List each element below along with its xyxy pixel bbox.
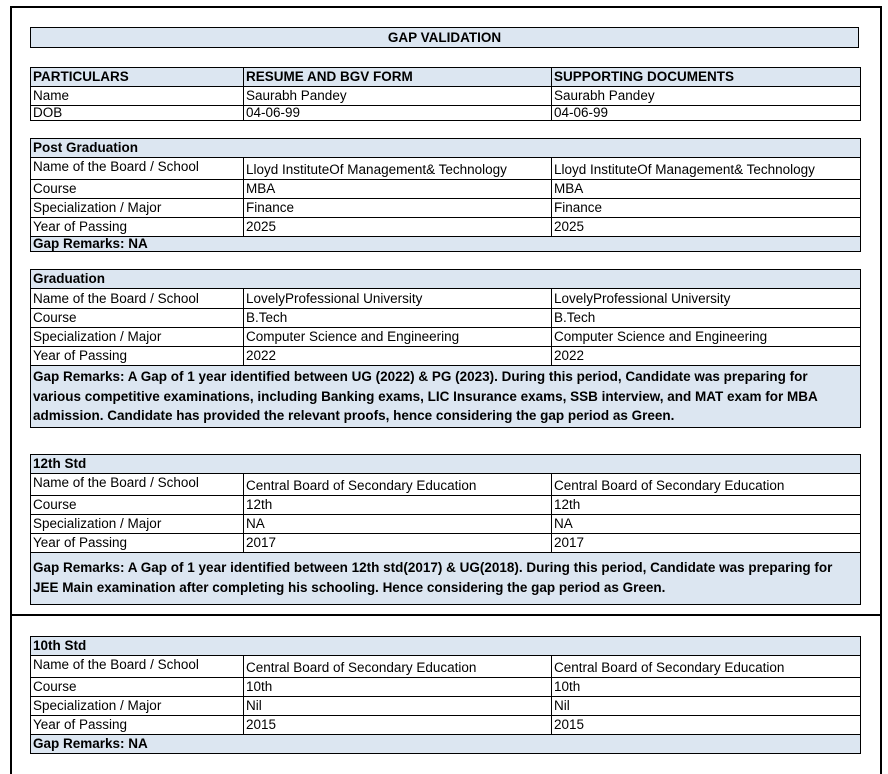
gap-remarks: Gap Remarks: A Gap of 1 year identified between 12th std(2017) & UG(2018). During this period, Candidate was preparing for JEE Main examination after completing his schooling. Hence considering the gap period as Green. [31, 553, 861, 605]
row-label: Specialization / Major [31, 515, 244, 534]
row-label: Name of the Board / School [31, 158, 244, 180]
document-value: Finance [552, 199, 861, 218]
row-label: Year of Passing [31, 347, 244, 366]
document-value: 04-06-99 [552, 106, 861, 121]
row-label: Name of the Board / School [31, 474, 244, 496]
table-row [31, 656, 861, 678]
table-row [31, 106, 861, 121]
table-row [31, 347, 861, 366]
document-value: Lloyd InstituteOf Management& Technology [552, 158, 861, 180]
document-value: Saurabh Pandey [552, 87, 861, 106]
document-value: Nil [552, 697, 861, 716]
resume-value: Computer Science and Engineering [244, 328, 552, 347]
document-value: Central Board of Secondary Education [552, 474, 861, 496]
document-value: 10th [552, 678, 861, 697]
resume-value: 10th [244, 678, 552, 697]
section-12th-std [30, 454, 861, 605]
table-row [31, 218, 861, 237]
resume-value: Nil [244, 697, 552, 716]
gap-remarks: Gap Remarks: A Gap of 1 year identified between UG (2022) & PG (2023). During this period, Candidate was preparing for various competitive examinations, including Banking exams, LIC Insurance exams, SSB interview, and MAT exam for MBA admission. Candidate has provided the relevant proofs, hence considering the gap period as Green. [31, 366, 861, 428]
section-title: Graduation [31, 270, 861, 289]
table-row [31, 515, 861, 534]
table-row [31, 474, 861, 496]
resume-value: Central Board of Secondary Education [244, 656, 552, 678]
row-label: Year of Passing [31, 534, 244, 553]
section-title: 10th Std [31, 637, 861, 656]
document-value: B.Tech [552, 309, 861, 328]
document-value: 12th [552, 496, 861, 515]
gap-remarks: Gap Remarks: NA [31, 237, 861, 252]
section-graduation [30, 269, 861, 428]
row-label: Name of the Board / School [31, 656, 244, 678]
section-post-graduation [30, 138, 861, 252]
section-title: 12th Std [31, 455, 861, 474]
table-row [31, 697, 861, 716]
header-particulars: PARTICULARS [31, 68, 244, 87]
resume-value: 2015 [244, 716, 552, 735]
resume-value: Lloyd InstituteOf Management& Technology [244, 158, 552, 180]
row-label: Name of the Board / School [31, 289, 244, 309]
document-value: Computer Science and Engineering [552, 328, 861, 347]
row-label: Name [31, 87, 244, 106]
resume-value: B.Tech [244, 309, 552, 328]
row-label: Year of Passing [31, 218, 244, 237]
row-label: Course [31, 496, 244, 515]
resume-value: LovelyProfessional University [244, 289, 552, 309]
row-label: Course [31, 180, 244, 199]
row-label: Course [31, 309, 244, 328]
section-title: Post Graduation [31, 139, 861, 158]
table-row [31, 716, 861, 735]
resume-value: NA [244, 515, 552, 534]
table-row [31, 289, 861, 309]
table-row [31, 678, 861, 697]
resume-value: Finance [244, 199, 552, 218]
resume-value: 2022 [244, 347, 552, 366]
resume-value: MBA [244, 180, 552, 199]
row-label: Course [31, 678, 244, 697]
row-label: Year of Passing [31, 716, 244, 735]
row-label: Specialization / Major [31, 199, 244, 218]
resume-value: Saurabh Pandey [244, 87, 552, 106]
page-title: GAP VALIDATION [30, 27, 859, 48]
table-row [31, 180, 861, 199]
table-row [31, 199, 861, 218]
document-value: MBA [552, 180, 861, 199]
row-label: Specialization / Major [31, 697, 244, 716]
document-value: 2022 [552, 347, 861, 366]
row-label: Specialization / Major [31, 328, 244, 347]
resume-value: 04-06-99 [244, 106, 552, 121]
header-documents: SUPPORTING DOCUMENTS [552, 68, 861, 87]
header-row [31, 68, 861, 87]
document-value: 2017 [552, 534, 861, 553]
document-value: 2015 [552, 716, 861, 735]
resume-value: 2025 [244, 218, 552, 237]
gap-remarks: Gap Remarks: NA [31, 735, 861, 754]
document-value: LovelyProfessional University [552, 289, 861, 309]
document-value: NA [552, 515, 861, 534]
table-row [31, 158, 861, 180]
table-row [31, 309, 861, 328]
row-label: DOB [31, 106, 244, 121]
table-row [31, 534, 861, 553]
document-value: 2025 [552, 218, 861, 237]
table-row [31, 328, 861, 347]
document-value: Central Board of Secondary Education [552, 656, 861, 678]
resume-value: 12th [244, 496, 552, 515]
header-resume: RESUME AND BGV FORM [244, 68, 552, 87]
resume-value: Central Board of Secondary Education [244, 474, 552, 496]
resume-value: 2017 [244, 534, 552, 553]
section-10th-std [30, 636, 861, 754]
table-row [31, 87, 861, 106]
table-row [31, 496, 861, 515]
particulars-table [30, 67, 861, 121]
